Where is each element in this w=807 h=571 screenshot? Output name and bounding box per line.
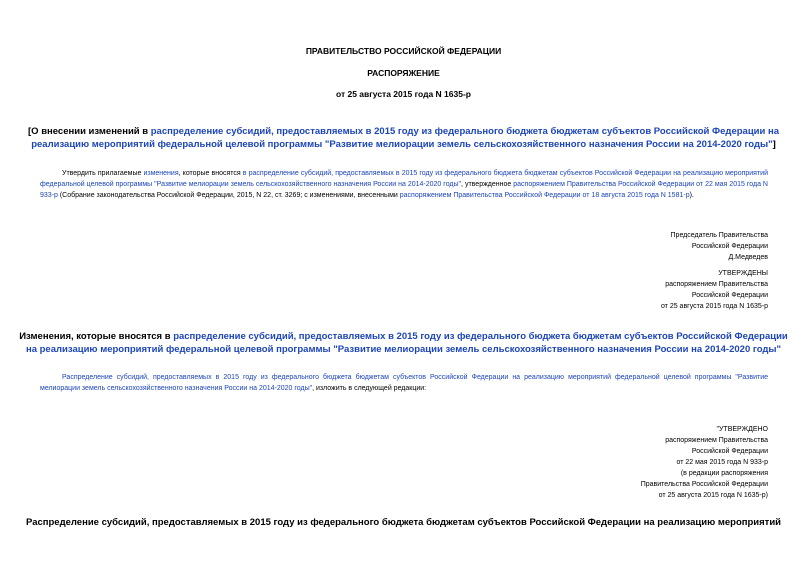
approval-line-4: от 25 августа 2015 года N 1635-р (660, 303, 768, 310)
approval2-line-5: (в редакции распоряжения (680, 470, 768, 477)
changes-title-link-1[interactable]: распределение субсидий, предоставляемых в 2015 году из федерального бюджета бюджетам субъектов Российской Федерации (173, 331, 788, 342)
body-text-3: , утвержденное (461, 181, 514, 188)
approval-heading: УТВЕРЖДЕНЫ (718, 270, 768, 277)
body-text-4: (Собрание законодательства Российской Федерации, 2015, N 22, ст. 3269; с изменениями, внесенными (57, 192, 400, 199)
approval-line-2: распоряжением Правительства (665, 281, 768, 288)
body-text-2: , которые вносятся (178, 170, 243, 177)
approval2-heading: "УТВЕРЖДЕНО (716, 426, 768, 433)
approval2-line-7: от 25 августа 2015 года N 1635-р) (658, 492, 768, 499)
title-suffix: ] (772, 139, 776, 150)
signature-country: Российской Федерации (691, 243, 768, 250)
changes-title-prefix: Изменения, которые вносятся в (19, 331, 174, 342)
changes-title (0, 330, 807, 356)
signature-name: Д.Медведев (728, 254, 768, 261)
doc-date-number: от 25 августа 2015 года N 1635-р (335, 89, 471, 99)
approval-stamp (661, 268, 768, 312)
approval2-line-3: Российской Федерации (691, 448, 768, 455)
approval-stamp-2 (641, 424, 768, 501)
government-heading: ПРАВИТЕЛЬСТВО РОССИЙСКОЙ ФЕДЕРАЦИИ (305, 46, 502, 56)
body-text-1: Утвердить прилагаемые (62, 170, 144, 177)
order-933-link[interactable]: распоряжением Правительства Российской Федерации от 22 мая 2015 года N 933-р (40, 181, 768, 199)
approval2-line-4: от 22 мая 2015 года N 933-р (676, 459, 768, 466)
changes-title-link-2[interactable]: на реализацию мероприятий федеральной целевой программы "Развитие мелиорации земель сельскохозяйственного назначения России на 2014-2020 годы" (25, 344, 782, 355)
distribution-link-2[interactable]: Распределение субсидий, предоставляемых в 2015 году из федерального бюджета бюджетам субъектов Российской Федерации на реализацию мероприятий федеральной целевой программы "Развитие мелиорации земель сельскохозяйственного назначения России на 2014-2020 годы" (40, 374, 768, 392)
title-link-line1[interactable]: распределение субсидий, предоставляемых в 2015 году из федерального бюджета бюджетам субъектов Российской Федерации на (150, 126, 779, 137)
signature-block (671, 230, 768, 263)
approval2-line-6: Правительства Российской Федерации (640, 481, 768, 488)
doc-type-heading: РАСПОРЯЖЕНИЕ (367, 68, 440, 78)
changes-paragraph (40, 372, 768, 394)
distribution-link[interactable]: в распределение субсидий, предоставляемых в 2015 году из федерального бюджета бюджетам субъектов Российской Федерации на реализацию мероприятий федеральной целевой программы "Развитие мелиорации земель сельскохозяйственного назначения России на 2014-2020 годы" (40, 170, 768, 188)
approval-line-3: Российской Федерации (691, 292, 768, 299)
body-text-5: ). (689, 192, 694, 199)
approval2-line-2: распоряжением Правительства (665, 437, 768, 444)
order-1581-link[interactable]: распоряжением Правительства Российской Федерации от 18 августа 2015 года N 1581-р (399, 192, 690, 199)
document-title (0, 125, 807, 151)
signature-position: Председатель Правительства (670, 232, 768, 239)
changes-text: , изложить в следующей редакции: (312, 385, 427, 392)
body-paragraph (40, 168, 768, 201)
title-prefix: [О внесении изменений в (28, 126, 151, 137)
title-link-line2[interactable]: реализацию мероприятий федеральной целевой программы "Развитие мелиорации земель сельскохозяйственного назначения России на 2014-2020 годы" (31, 139, 773, 150)
distribution-heading: Распределение субсидий, предоставляемых в 2015 году из федерального бюджета бюджетам субъектов Российской Федерации на реализацию мероприятий (25, 517, 782, 528)
changes-link[interactable]: изменения (143, 170, 179, 177)
